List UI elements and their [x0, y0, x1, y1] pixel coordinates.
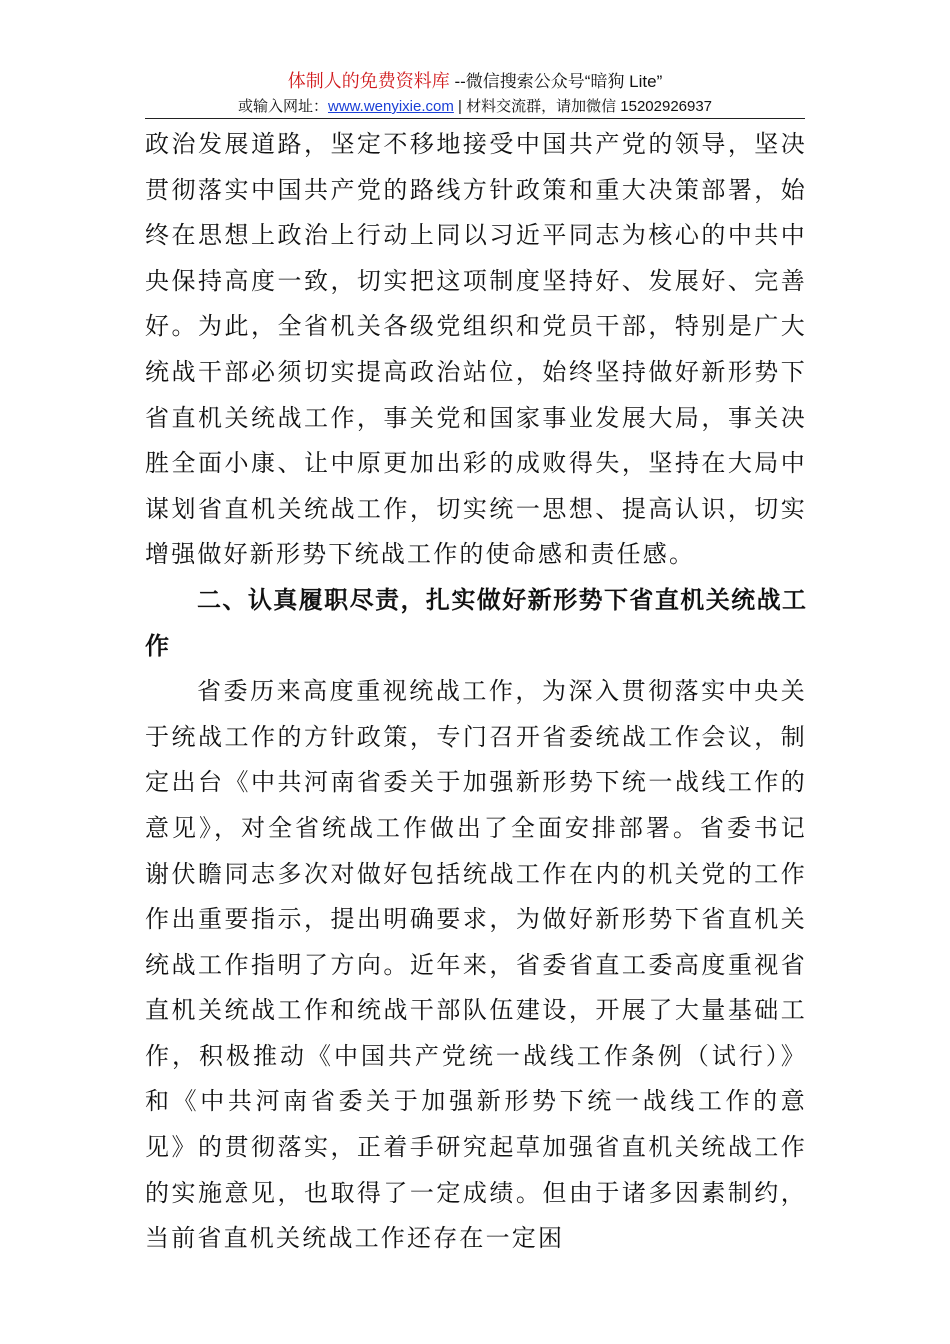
paragraph-2: 省委历来高度重视统战工作，为深入贯彻落实中央关于统战工作的方针政策，专门召开省委统战工作会议，制定出台《中共河南省委关于加强新形势下统一战线工作的意见》，对全省统战工作做出了全面安排部署。省委书记谢伏瞻同志多次对做好包括统战工作在内的机关党的工作作出重要指示，提出明确要求，为做好新形势下省直机关统战工作指明了方向。近年来，省委省直工委高度重视省直机关统战工作和统战干部队伍建设，开展了大量基础工作，积极推动《中国共产党统一战线工作条例（试行）》和《中共河南省委关于加强新形势下统一战线工作的意见》的贯彻落实，正着手研究起草加强省直机关统战工作的实施意见，也取得了一定成绩。但由于诸多因素制约，当前省直机关统战工作还存在一定困: [145, 677, 807, 1253]
header-divider: [145, 118, 805, 119]
header-line-2: [145, 97, 805, 117]
section-heading-2: 二、认真履职尽责，扎实做好新形势下省直机关统战工作: [145, 585, 807, 660]
page-header: [145, 70, 805, 117]
header-brand: 体制人的免费资料库: [287, 71, 450, 91]
header-tagline: --微信搜索公众号“暗狗 Lite”: [449, 72, 663, 91]
header-url-link[interactable]: www.wenyixie.com: [327, 98, 454, 115]
header-contact: | 材料交流群，请加微信 15202926937: [453, 98, 713, 115]
document-body: [145, 122, 807, 1262]
paragraph-continued: 政治发展道路，坚定不移地接受中国共产党的领导，坚决贯彻落实中国共产党的路线方针政策和重大决策部署，始终在思想上政治上行动上同以习近平同志为核心的中共中央保持高度一致，切实把这项制度坚持好、发展好、完善好。为此，全省机关各级党组织和党员干部，特别是广大统战干部必须切实提高政治站位，始终坚持做好新形势下省直机关统战工作，事关党和国家事业发展大局，事关决胜全面小康、让中原更加出彩的成败得失，坚持在大局中谋划省直机关统战工作，切实统一思想、提高认识，切实增强做好新形势下统战工作的使命感和责任感。: [145, 130, 807, 569]
header-line-1: [145, 70, 805, 93]
header-url-prefix: 或输入网址：: [237, 98, 328, 115]
